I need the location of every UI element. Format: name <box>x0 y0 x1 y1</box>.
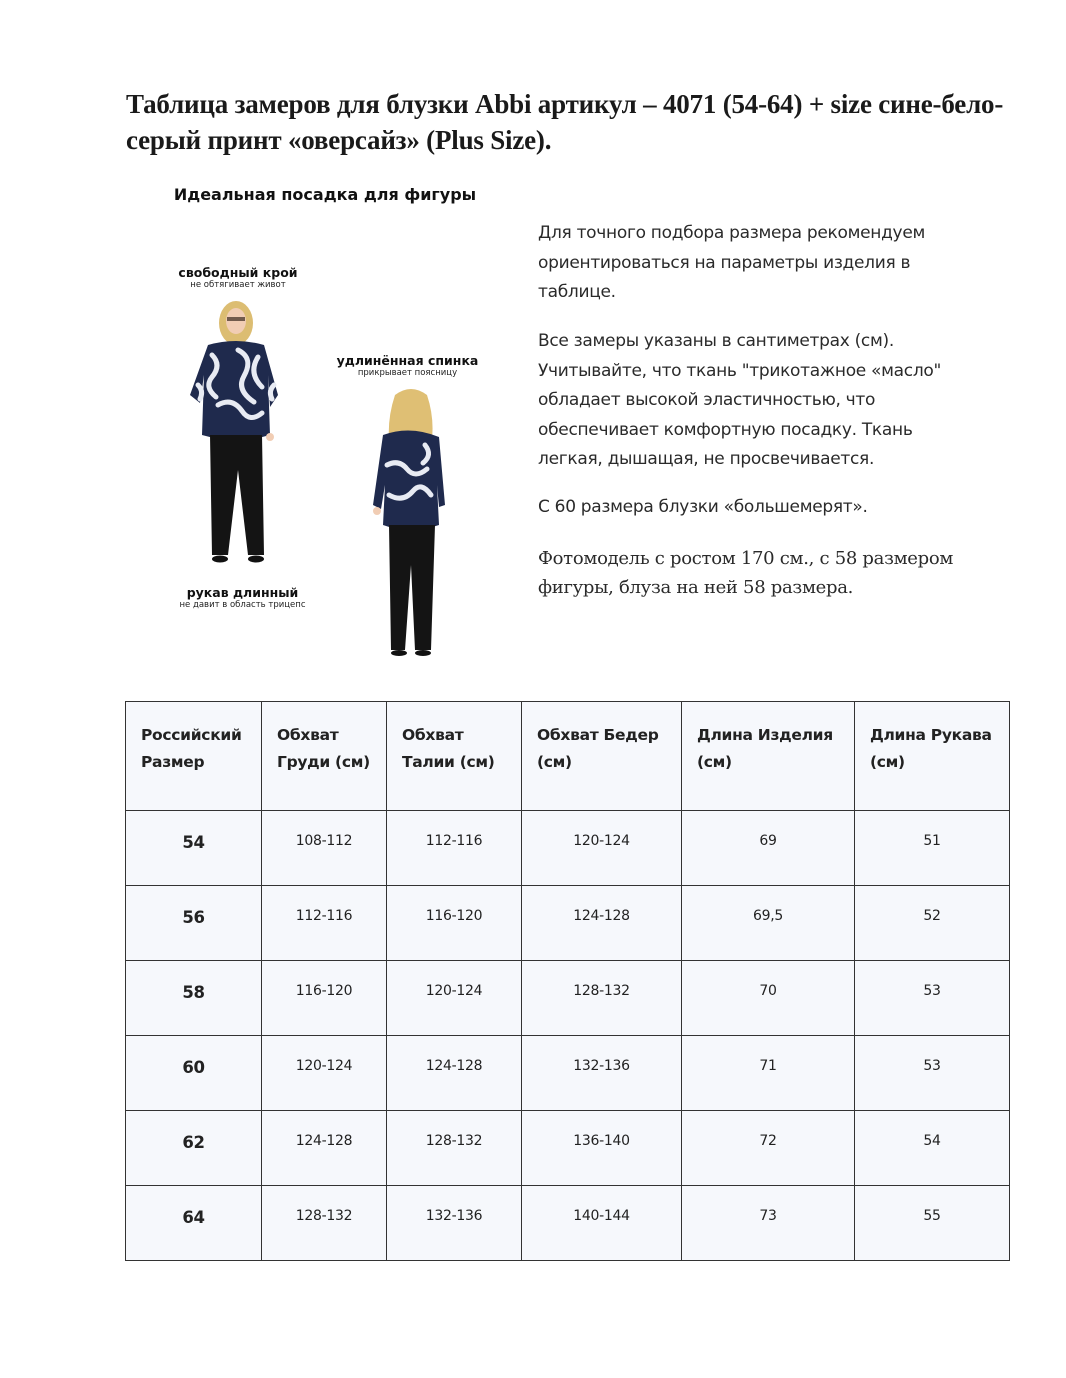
feature-title: удлинённая спинка <box>336 353 479 368</box>
table-row <box>126 886 1010 961</box>
cell-size: 64 <box>126 1186 262 1261</box>
model-back-photo <box>365 385 455 665</box>
cell-waist: 124-128 <box>387 1036 522 1111</box>
sizing-note: С 60 размера блузки «большемерят». <box>538 497 868 517</box>
header-waist: Обхват Талии (см) <box>387 702 522 811</box>
cell-chest: 116-120 <box>262 961 387 1036</box>
cell-hips: 140-144 <box>522 1186 682 1261</box>
cell-length: 71 <box>682 1036 855 1111</box>
header-length: Длина Изделия (см) <box>682 702 855 811</box>
feature-long-sleeve <box>170 585 315 611</box>
advice-paragraph: Для точного подбора размера рекомендуем ориентироваться на параметры изделия в таблице. <box>538 223 926 302</box>
feature-subtitle: прикрывает поясницу <box>357 368 458 378</box>
cell-size: 54 <box>126 811 262 886</box>
cell-length: 70 <box>682 961 855 1036</box>
cell-sleeve: 55 <box>855 1186 1010 1261</box>
cell-waist: 120-124 <box>387 961 522 1036</box>
cell-size: 58 <box>126 961 262 1036</box>
feature-subtitle: не обтягивает живот <box>190 280 286 290</box>
promo-heading: Идеальная посадка для фигуры <box>173 185 477 204</box>
cell-hips: 128-132 <box>522 961 682 1036</box>
cell-size: 56 <box>126 886 262 961</box>
header-hips: Обхват Бедер (см) <box>522 702 682 811</box>
model-front-photo <box>178 295 293 570</box>
cell-length: 73 <box>682 1186 855 1261</box>
cell-waist: 116-120 <box>387 886 522 961</box>
table-row <box>126 811 1010 886</box>
page-title: Таблица замеров для блузки Abbi артикул – 4071 (54-64) + size сине-бело-серый принт «оверсайз» (Plus Size). <box>126 89 1004 155</box>
model-info: Фотомодель с ростом 170 см., с 58 размером фигуры, блуза на ней 58 размера. <box>538 548 954 598</box>
cell-hips: 136-140 <box>522 1111 682 1186</box>
feature-title: рукав длинный <box>186 585 299 600</box>
cell-hips: 124-128 <box>522 886 682 961</box>
cell-chest: 128-132 <box>262 1186 387 1261</box>
feature-long-back <box>335 353 480 379</box>
cell-length: 69 <box>682 811 855 886</box>
cell-sleeve: 51 <box>855 811 1010 886</box>
cell-length: 72 <box>682 1111 855 1186</box>
cell-size: 62 <box>126 1111 262 1186</box>
header-russian-size: Российский Размер <box>126 702 262 811</box>
size-table <box>125 701 1010 1261</box>
feature-subtitle: не давит в область трицепс <box>179 600 306 610</box>
table-row <box>126 1186 1010 1261</box>
cell-chest: 108-112 <box>262 811 387 886</box>
cell-sleeve: 53 <box>855 961 1010 1036</box>
cell-length: 69,5 <box>682 886 855 961</box>
header-sleeve: Длина Рукава (см) <box>855 702 1010 811</box>
cell-sleeve: 52 <box>855 886 1010 961</box>
cell-hips: 132-136 <box>522 1036 682 1111</box>
cell-chest: 124-128 <box>262 1111 387 1186</box>
cell-sleeve: 53 <box>855 1036 1010 1111</box>
cell-chest: 120-124 <box>262 1036 387 1111</box>
table-row <box>126 1111 1010 1186</box>
table-header-row <box>126 702 1010 811</box>
table-row <box>126 961 1010 1036</box>
table-row <box>126 1036 1010 1111</box>
cell-hips: 120-124 <box>522 811 682 886</box>
feature-loose-cut <box>168 265 308 291</box>
feature-title: свободный крой <box>178 265 298 280</box>
cell-waist: 132-136 <box>387 1186 522 1261</box>
cell-sleeve: 54 <box>855 1111 1010 1186</box>
promo-image <box>160 175 500 675</box>
cell-waist: 112-116 <box>387 811 522 886</box>
measurements-paragraph: Все замеры указаны в сантиметрах (см). Учитывайте, что ткань "трикотажное «масло" обладает высокой эластичностью, что обеспечивает комфортную посадку. Ткань легкая, дышащая, не просвечивается. <box>538 331 942 469</box>
cell-size: 60 <box>126 1036 262 1111</box>
cell-waist: 128-132 <box>387 1111 522 1186</box>
header-chest: Обхват Груди (см) <box>262 702 387 811</box>
cell-chest: 112-116 <box>262 886 387 961</box>
